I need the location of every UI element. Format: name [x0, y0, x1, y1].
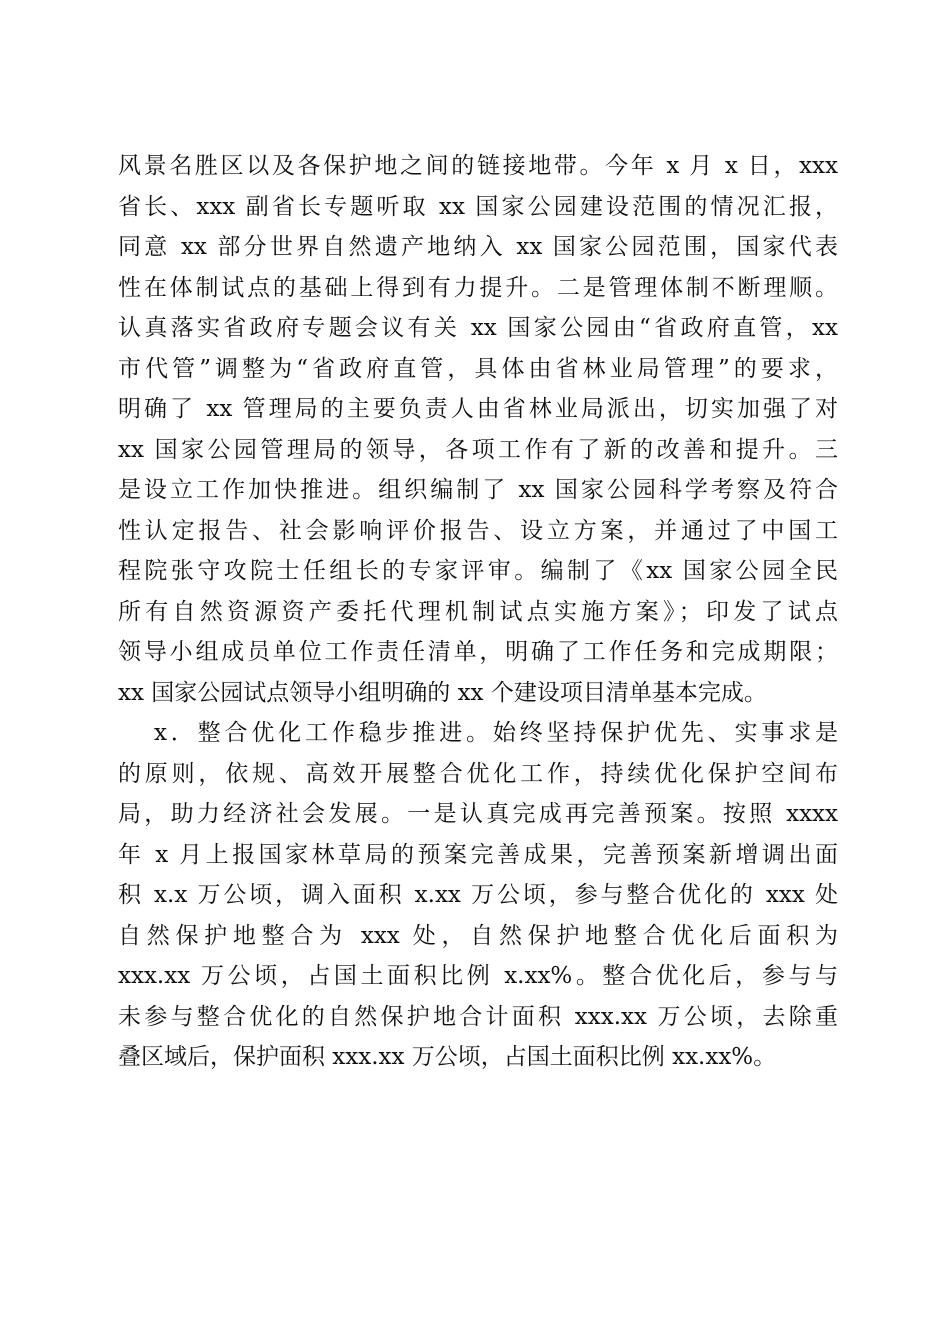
text-line: 所有自然资源资产委托代理机制试点实施方案》；印发了试点 — [118, 598, 838, 625]
text-line: 年 x 月上报国家林草局的预案完善成果，完善预案新增调出面 — [118, 841, 838, 868]
document-body — [118, 146, 838, 1078]
text-line: 积 x.x 万公顷，调入面积 x.xx 万公顷，参与整合优化的 xxx 处 — [118, 882, 838, 908]
text-line: 省长、xxx 副省长专题听取 xx 国家公园建设范围的情况汇报， — [118, 193, 838, 220]
text-line: xxx.xx 万公顷，占国土面积比例 x.xx%。整合优化后，参与与 — [118, 963, 838, 989]
text-line: 的原则，依规、高效开展整合优化工作，持续优化保护空间布 — [118, 760, 838, 787]
text-line: 风景名胜区以及各保护地之间的链接地带。今年 x 月 x 日，xxx — [118, 153, 838, 179]
text-line: 同意 xx 部分世界自然遗产地纳入 xx 国家公园范围，国家代表 — [118, 234, 838, 260]
text-line: xx 国家公园管理局的领导，各项工作有了新的改善和提升。三 — [118, 436, 838, 463]
text-line: 性在体制试点的基础上得到有力提升。二是管理体制不断理顺。 — [118, 274, 838, 301]
text-line: 市代管”调整为“省政府直管，具体由省林业局管理”的要求， — [118, 355, 838, 382]
text-line: 自然保护地整合为 xxx 处，自然保护地整合优化后面积为 — [118, 922, 838, 949]
paragraph-last-line: xx 国家公园试点领导小组明确的 xx 个建设项目清单基本完成。 — [118, 679, 767, 706]
text-line: 认真落实省政府专题会议有关 xx 国家公园由“省政府直管，xx — [118, 315, 838, 341]
text-line: 是设立工作加快推进。组织编制了 xx 国家公园科学考察及符合 — [118, 477, 838, 503]
paragraph-first-line: x．整合优化工作稳步推进。始终坚持保护优先、实事求是 — [154, 720, 838, 746]
text-line: 明确了 xx 管理局的主要负责人由省林业局派出，切实加强了对 — [118, 396, 838, 422]
text-line: 程院张守攻院士任组长的专家评审。编制了《xx 国家公园全民 — [118, 558, 838, 584]
text-line: 未参与整合优化的自然保护地合计面积 xxx.xx 万公顷，去除重 — [118, 1003, 838, 1030]
text-line: 局，助力经济社会发展。一是认真完成再完善预案。按照 xxxx — [118, 801, 838, 827]
paragraph-last-line: 叠区域后，保护面积 xxx.xx 万公顷，占国土面积比例 xx.xx%。 — [118, 1044, 777, 1070]
text-line: 领导小组成员单位工作责任清单，明确了工作任务和完成期限； — [118, 639, 838, 665]
text-line: 性认定报告、社会影响评价报告、设立方案，并通过了中国工 — [118, 517, 838, 544]
